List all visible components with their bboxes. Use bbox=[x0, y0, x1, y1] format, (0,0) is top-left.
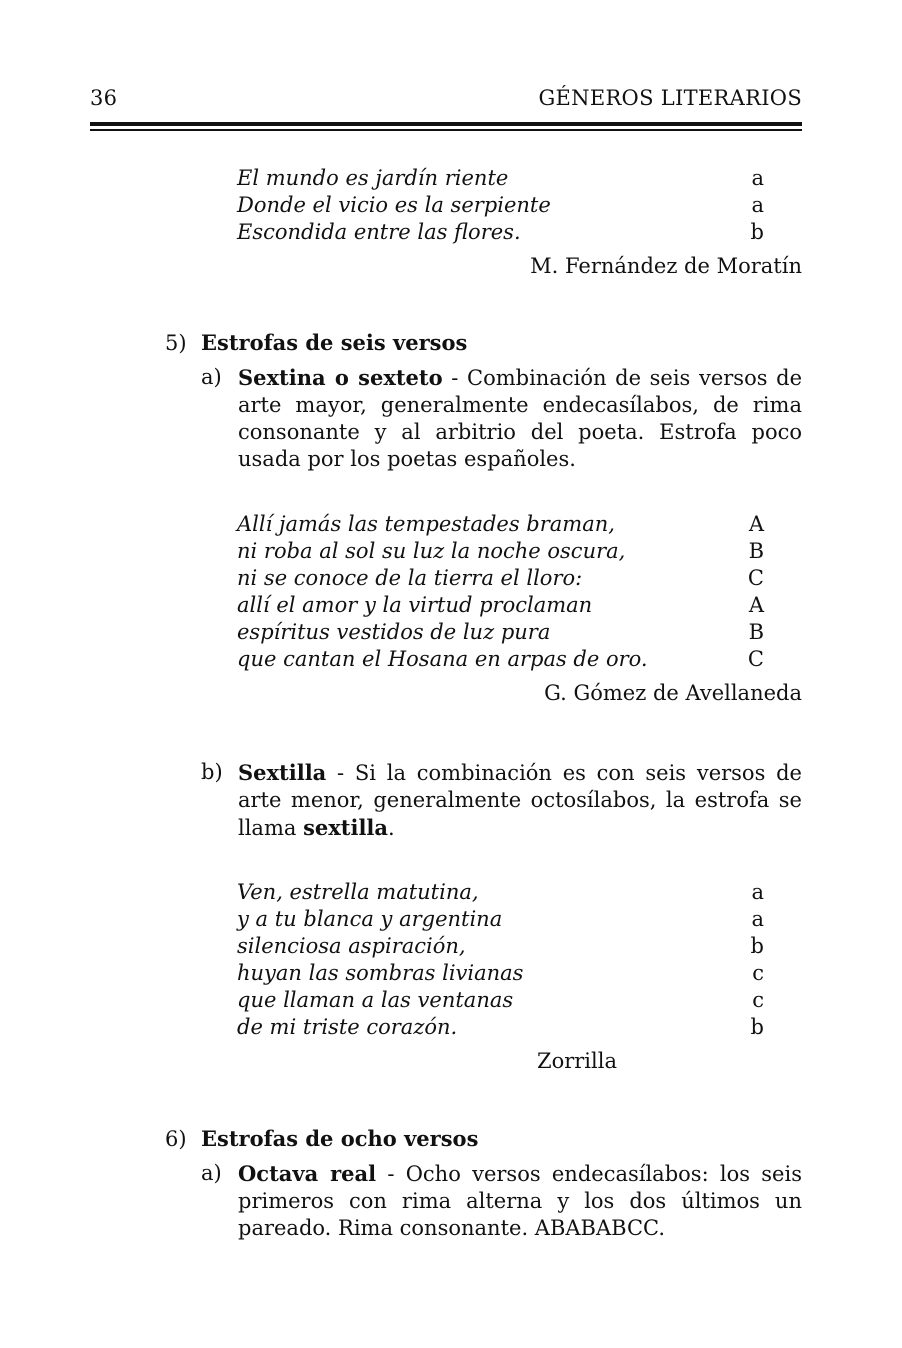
verse-line: huyan las sombras livianas c bbox=[237, 961, 764, 985]
running-title: GÉNEROS LITERARIOS bbox=[538, 86, 802, 110]
verse-line: Allí jamás las tempestades braman, A bbox=[237, 512, 764, 536]
poem-zorrilla bbox=[237, 879, 782, 1041]
rhyme-letter: C bbox=[747, 566, 764, 590]
rhyme-letter: B bbox=[748, 620, 764, 644]
verse-line: de mi triste corazón. b bbox=[237, 1015, 764, 1039]
rhyme-letter: b bbox=[750, 1015, 764, 1039]
section-number: 5) bbox=[165, 331, 187, 355]
rhyme-letter: c bbox=[752, 961, 764, 985]
item-paragraph: Octava real - Ocho versos endecasílabos: los seis primeros con rima alterna y los dos últimos un pareado. Rima consonante. ABABABCC. bbox=[238, 1161, 802, 1240]
item-paragraph: Sextilla - Si la combinación es con seis versos de arte menor, generalmente octosílabos, la estrofa se llama sextilla. bbox=[238, 760, 802, 840]
verse-line: que llaman a las ventanas c bbox=[237, 988, 764, 1012]
rhyme-letter: A bbox=[748, 593, 764, 617]
verse-line: que cantan el Hosana en arpas de oro. C bbox=[237, 647, 764, 671]
page-number: 36 bbox=[90, 86, 118, 110]
section-title: Estrofas de seis versos bbox=[201, 330, 468, 355]
verse-line: espíritus vestidos de luz pura B bbox=[237, 620, 764, 644]
rhyme-letter: c bbox=[752, 988, 764, 1012]
section-number: 6) bbox=[165, 1127, 187, 1151]
verse-line: Ven, estrella matutina, a bbox=[237, 880, 764, 904]
rhyme-letter: C bbox=[747, 647, 764, 671]
item-octava-real bbox=[201, 1160, 802, 1242]
rhyme-letter: B bbox=[748, 539, 764, 563]
poem-moratin bbox=[237, 165, 782, 246]
item-term: Sextilla bbox=[238, 760, 327, 785]
item-paragraph: Sextina o sexteto - Combinación de seis versos de arte mayor, generalmente endecasílabos, de rima consonante y al arbitrio del poeta. Estrofa poco usada por los poetas españoles. bbox=[238, 365, 803, 471]
item-label: a) bbox=[201, 1161, 222, 1185]
item-term: Sextina o sexteto bbox=[238, 365, 443, 390]
poem-avellaneda bbox=[237, 511, 782, 673]
section-heading bbox=[165, 1126, 478, 1151]
verse-line: ni se conoce de la tierra el lloro: C bbox=[237, 566, 764, 590]
verse-line: ni roba al sol su luz la noche oscura, B bbox=[237, 539, 764, 563]
rhyme-letter: b bbox=[750, 220, 764, 244]
item-term: Octava real bbox=[238, 1161, 377, 1186]
rhyme-letter: A bbox=[748, 512, 764, 536]
verse-line: allí el amor y la virtud proclaman A bbox=[237, 593, 764, 617]
header-rule-thin bbox=[90, 129, 802, 131]
poem-author: Zorrilla bbox=[537, 1049, 617, 1073]
poem-author: M. Fernández de Moratín bbox=[530, 254, 802, 278]
item-label: b) bbox=[201, 760, 223, 784]
section-title: Estrofas de ocho versos bbox=[201, 1126, 479, 1151]
rhyme-letter: a bbox=[751, 166, 764, 190]
verse-line: silenciosa aspiración, b bbox=[237, 934, 764, 958]
rhyme-letter: b bbox=[750, 934, 764, 958]
item-label: a) bbox=[201, 365, 222, 389]
header-rule-thick bbox=[90, 122, 802, 126]
section-heading bbox=[165, 330, 467, 355]
verse-line: Escondida entre las flores. b bbox=[237, 220, 764, 244]
item-sextilla bbox=[201, 759, 802, 842]
verse-line: y a tu blanca y argentina a bbox=[237, 907, 764, 931]
verse-line: El mundo es jardín riente a bbox=[237, 166, 764, 190]
item-term: sextilla bbox=[303, 815, 389, 840]
rhyme-letter: a bbox=[751, 907, 764, 931]
rhyme-letter: a bbox=[751, 880, 764, 904]
rhyme-letter: a bbox=[751, 193, 764, 217]
verse-line: Donde el vicio es la serpiente a bbox=[237, 193, 764, 217]
item-sextina bbox=[201, 364, 803, 473]
poem-author: G. Gómez de Avellaneda bbox=[544, 681, 802, 705]
